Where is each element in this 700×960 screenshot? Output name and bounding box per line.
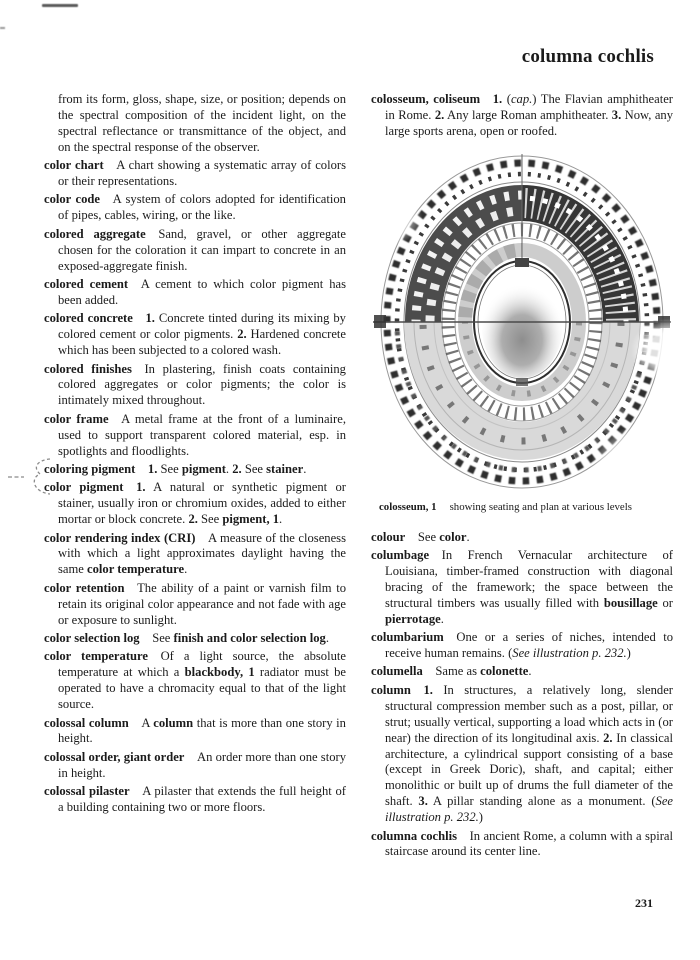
entry-text: See <box>197 512 223 527</box>
entry-colored-cement <box>44 277 346 309</box>
entry-colored-finishes <box>44 362 346 410</box>
entry-text: 2. <box>188 512 198 527</box>
entry-text: 3. <box>611 107 622 122</box>
entry-color-retention <box>44 581 346 629</box>
entry-text: ) <box>626 646 631 661</box>
entry-colored-concrete <box>44 311 346 359</box>
entry-color-chart <box>44 158 346 190</box>
entry-term: color code <box>44 192 101 207</box>
entry-text: A cement to which color pigment has been added. <box>58 276 346 307</box>
entry-text: 1. <box>423 682 433 697</box>
entry-text: . <box>528 664 532 679</box>
entry-text: that is more than one story in height. <box>58 715 346 746</box>
entry-color-code <box>44 192 346 224</box>
entry-text: A <box>141 715 154 730</box>
colosseum-plan-drawing <box>372 150 672 495</box>
entry-text: See <box>152 631 174 645</box>
entry-term: columbarium <box>371 630 444 645</box>
entry-term: colored aggregate <box>44 226 146 241</box>
entry-term: color selection log <box>44 631 140 645</box>
entry-term: columna cochlis <box>371 828 457 843</box>
entry-text: See <box>241 461 267 476</box>
running-head: columna cochlis <box>521 46 654 67</box>
entry-term: color temperature <box>44 649 148 664</box>
entry-text: or <box>657 595 674 610</box>
right-column <box>371 92 673 863</box>
entry-term: colored concrete <box>44 311 133 326</box>
entry-text: color temperature <box>87 562 185 577</box>
entry-term: colour <box>371 529 406 544</box>
entry-text: See illustration p. 232. <box>512 646 627 661</box>
entry-text: In plastering, finish coats containing colored aggregates or color pigments; the color is intimately mixed throughout. <box>58 361 346 408</box>
right-column-top-entries <box>371 92 673 140</box>
entry-text: 3. <box>418 794 428 809</box>
entry-text: 1. <box>492 92 503 106</box>
entry-text: 1. <box>136 480 146 495</box>
entry-text: stainer <box>266 461 304 476</box>
left-column <box>44 92 346 818</box>
entry-term: colored finishes <box>44 361 132 376</box>
scan-artifact-dot <box>0 27 5 29</box>
entry-column <box>371 683 673 826</box>
entry-text: A metal frame at the front of a luminaire, used to support transparent colored material, esp. in spotlights and floodlights. <box>58 411 346 458</box>
entry-text: In classical architecture, a cylindrical support consisting of a base (except in Greek Doric), shaft, and capital; either monolithic or built up of drums the full diameter of the shaft. <box>385 730 673 809</box>
entry-text: . <box>440 611 444 626</box>
entry-color-selection-log <box>44 631 346 647</box>
entry-colored-aggregate <box>44 227 346 275</box>
right-column-bottom-entries <box>371 530 673 861</box>
page-number: 231 <box>635 896 653 910</box>
entry-colosseum-coliseum <box>371 92 673 140</box>
entry-text: Of a light source, the absolute temperature at which a <box>58 649 346 680</box>
entry-text: Any large Roman amphitheater. <box>444 107 612 122</box>
entry-colossal-pilaster <box>44 784 346 816</box>
entry-text: Sand, gravel, or other aggregate chosen for the coloration it can impart to concrete in an exposed-aggregate finish. <box>58 226 346 273</box>
entry-text: The ability of a paint or varnish film to retain its original color appearance and not fade with age or exposure to sunlight. <box>58 580 346 627</box>
figure-caption <box>371 501 673 514</box>
entry-text: Now, any large sports arena, open or roofed. <box>385 107 674 138</box>
entry-text: . <box>325 631 330 645</box>
entry-text: In structures, a relatively long, slender structural compression member such as a post, pillar, or strut; usually vertical, supporting a load which acts in (or near) the direction of its longitudinal axis. <box>385 682 673 745</box>
entry-text: ( <box>502 92 511 106</box>
entry-text: A natural or synthetic pigment or stainer, usually iron or chromium oxides, added to either mortar or block concrete. <box>58 480 346 527</box>
entry-term: color chart <box>44 158 104 173</box>
figure-caption-text: showing seating and plan at various levels <box>449 500 632 513</box>
entry-columbarium <box>371 630 673 662</box>
entry-text: blackbody, 1 <box>184 665 255 680</box>
entry-text: radiator must be operated to have a chromacity equal to that of the light source. <box>58 665 347 712</box>
entry-text: 2. <box>434 107 445 122</box>
entry-color-frame <box>44 412 346 460</box>
entry-colour <box>371 530 673 546</box>
entry-text: 2. <box>237 327 247 342</box>
entry-term: colored cement <box>44 276 129 291</box>
entry-continuation <box>44 92 346 156</box>
entry-text: 2. <box>232 461 242 476</box>
entry-text: Same as <box>435 664 481 679</box>
scan-artifact-line <box>42 4 78 7</box>
entry-text: 1. <box>147 461 158 476</box>
entry-text: ) <box>478 810 483 825</box>
entry-text: Hardened concrete which has been subjected to a colored wash. <box>58 327 347 358</box>
entry-columna-cochlis <box>371 829 673 861</box>
entry-columella <box>371 664 673 680</box>
entry-term: color frame <box>44 411 109 426</box>
entry-text: finish and color selection log <box>173 631 326 645</box>
entry-text: One or a series of niches, intended to receive human remains. ( <box>385 630 673 661</box>
entry-text: . <box>466 529 470 544</box>
entry-columbage <box>371 548 673 628</box>
entry-text: In ancient Rome, a column with a spiral staircase around its center line. <box>385 828 673 859</box>
entry-text: pigment, 1 <box>222 512 280 527</box>
entry-text: A chart showing a systematic array of colors or their representations. <box>58 158 346 189</box>
entry-term: column <box>371 682 411 697</box>
entry-text: A pillar standing alone as a monument. ( <box>427 794 656 809</box>
entry-text: A system of colors adopted for identification of pipes, cables, wiring, or the like. <box>58 192 346 223</box>
entry-coloring-pigment <box>44 462 346 478</box>
entry-color-temperature <box>44 649 346 713</box>
entry-text: pierrotage <box>385 611 441 626</box>
entry-text: See <box>417 529 440 544</box>
entry-text: In French Vernacular architecture of Louisiana, timber-framed construction with diagonal bracing of the framework; the space between the structural timbers was usually filled with <box>385 548 673 610</box>
entry-text: . <box>225 461 233 476</box>
entry-term: color retention <box>44 580 125 595</box>
entry-colossal-column <box>44 716 346 748</box>
entry-text: colonette <box>480 664 529 679</box>
entry-text: . <box>303 461 307 476</box>
entry-term: colossal pilaster <box>44 784 130 799</box>
entry-text: pigment <box>181 461 226 476</box>
entry-term: color rendering index (CRI) <box>44 530 196 545</box>
entry-term: colosseum, coliseum <box>371 92 481 106</box>
entry-text: See illustration p. 232. <box>385 794 673 825</box>
entry-text: 2. <box>603 730 613 745</box>
entry-text: ) The Flavian amphitheater in Rome. <box>385 92 673 122</box>
entry-text: A measure of the closeness with which a light approximates daylight having the same <box>58 530 346 577</box>
entry-text: color <box>439 529 467 544</box>
entry-text: Concrete tinted during its mixing by colored cement or color pigments. <box>58 311 346 342</box>
entry-term: coloring pigment <box>44 461 136 476</box>
entry-term: columella <box>371 664 423 679</box>
entry-term: color pigment <box>44 480 124 495</box>
entry-term: colossal order, giant order <box>44 749 185 764</box>
entry-text: A pilaster that extends the full height of a building containing two or more floors. <box>58 784 346 815</box>
entry-colossal-order-giant-order <box>44 750 346 782</box>
entry-term: colossal column <box>44 715 129 730</box>
colosseum-plan-figure <box>371 150 673 514</box>
margin-annotation-mark <box>6 450 60 506</box>
entry-text: 1. <box>145 311 155 326</box>
entry-color-rendering-index-cri <box>44 531 346 579</box>
entry-color-pigment <box>44 480 346 528</box>
entry-text: bousillage <box>603 595 658 610</box>
entry-text: . <box>279 512 283 527</box>
entry-term: columbage <box>371 548 430 563</box>
entry-text: cap. <box>510 92 533 106</box>
entry-text: An order more than one story in height. <box>58 749 346 780</box>
entry-text: See <box>157 461 182 476</box>
entry-text: from its form, gloss, shape, size, or position; depends on the spectral composition of the incident light, on the spectral reflectance or transmittance of the object, and on the spectral response of the observer. <box>58 92 346 154</box>
entry-text: column <box>153 715 194 730</box>
figure-caption-term: colosseum, 1 <box>379 500 437 513</box>
entry-text: . <box>184 562 188 577</box>
